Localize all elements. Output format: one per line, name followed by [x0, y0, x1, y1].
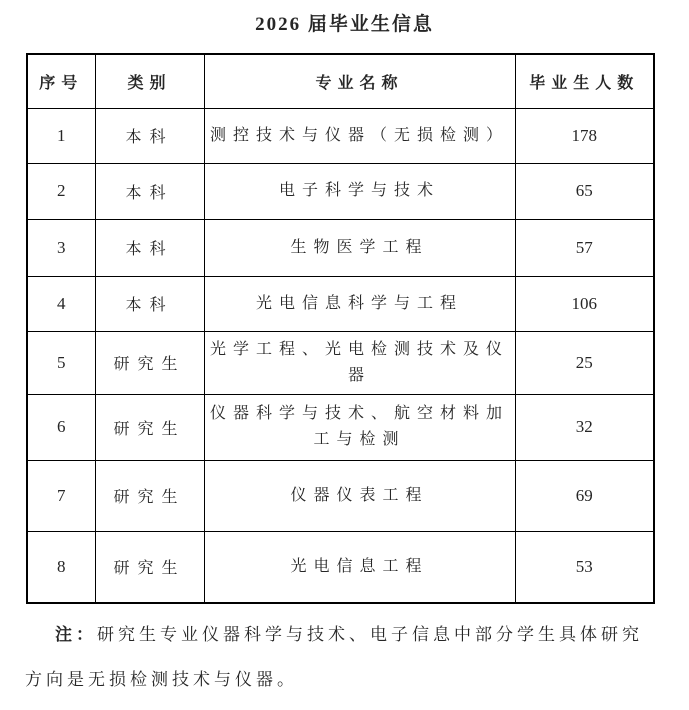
cell-major: 电子科学与技术	[204, 163, 515, 219]
cell-category: 本科	[95, 163, 204, 219]
cell-category: 研究生	[95, 331, 204, 394]
cell-no: 3	[27, 219, 95, 276]
table-row	[27, 163, 654, 219]
cell-count: 53	[515, 531, 654, 603]
cell-major: 生物医学工程	[204, 219, 515, 276]
cell-no: 2	[27, 163, 95, 219]
cell-count: 69	[515, 460, 654, 531]
table-row	[27, 219, 654, 276]
cell-count: 32	[515, 394, 654, 460]
document-page	[0, 9, 689, 710]
cell-category: 研究生	[95, 394, 204, 460]
cell-no: 6	[27, 394, 95, 460]
footnote-text: 研究生专业仪器科学与技术、电子信息中部分学生具体研究方向是无损检测技术与仪器。	[25, 625, 643, 689]
col-header-no: 序号	[27, 54, 95, 108]
cell-count: 57	[515, 219, 654, 276]
cell-count: 25	[515, 331, 654, 394]
cell-major: 光学工程、光电检测技术及仪器	[204, 331, 515, 394]
table-row	[27, 108, 654, 163]
cell-major: 仪器仪表工程	[204, 460, 515, 531]
col-header-count: 毕业生人数	[515, 54, 654, 108]
cell-no: 5	[27, 331, 95, 394]
cell-major: 测控技术与仪器（无损检测）	[204, 108, 515, 163]
cell-major: 光电信息工程	[204, 531, 515, 603]
footnote-label: 注：	[55, 625, 97, 644]
col-header-category: 类别	[95, 54, 204, 108]
page-title: 2026 届毕业生信息	[255, 14, 434, 35]
cell-category: 本科	[95, 219, 204, 276]
cell-category: 研究生	[95, 460, 204, 531]
cell-category: 本科	[95, 276, 204, 331]
cell-category: 本科	[95, 108, 204, 163]
table-row	[27, 331, 654, 394]
table-row	[27, 276, 654, 331]
cell-no: 4	[27, 276, 95, 331]
table-row	[27, 460, 654, 531]
cell-no: 1	[27, 108, 95, 163]
graduates-table	[26, 53, 655, 604]
cell-no: 7	[27, 460, 95, 531]
cell-major: 仪器科学与技术、航空材料加工与检测	[204, 394, 515, 460]
table-row	[27, 531, 654, 603]
footnote	[25, 612, 655, 702]
cell-no: 8	[27, 531, 95, 603]
cell-count: 178	[515, 108, 654, 163]
cell-category: 研究生	[95, 531, 204, 603]
table-row	[27, 394, 654, 460]
cell-count: 106	[515, 276, 654, 331]
cell-count: 65	[515, 163, 654, 219]
table-header-row	[27, 54, 654, 108]
col-header-major: 专业名称	[204, 54, 515, 108]
cell-major: 光电信息科学与工程	[204, 276, 515, 331]
